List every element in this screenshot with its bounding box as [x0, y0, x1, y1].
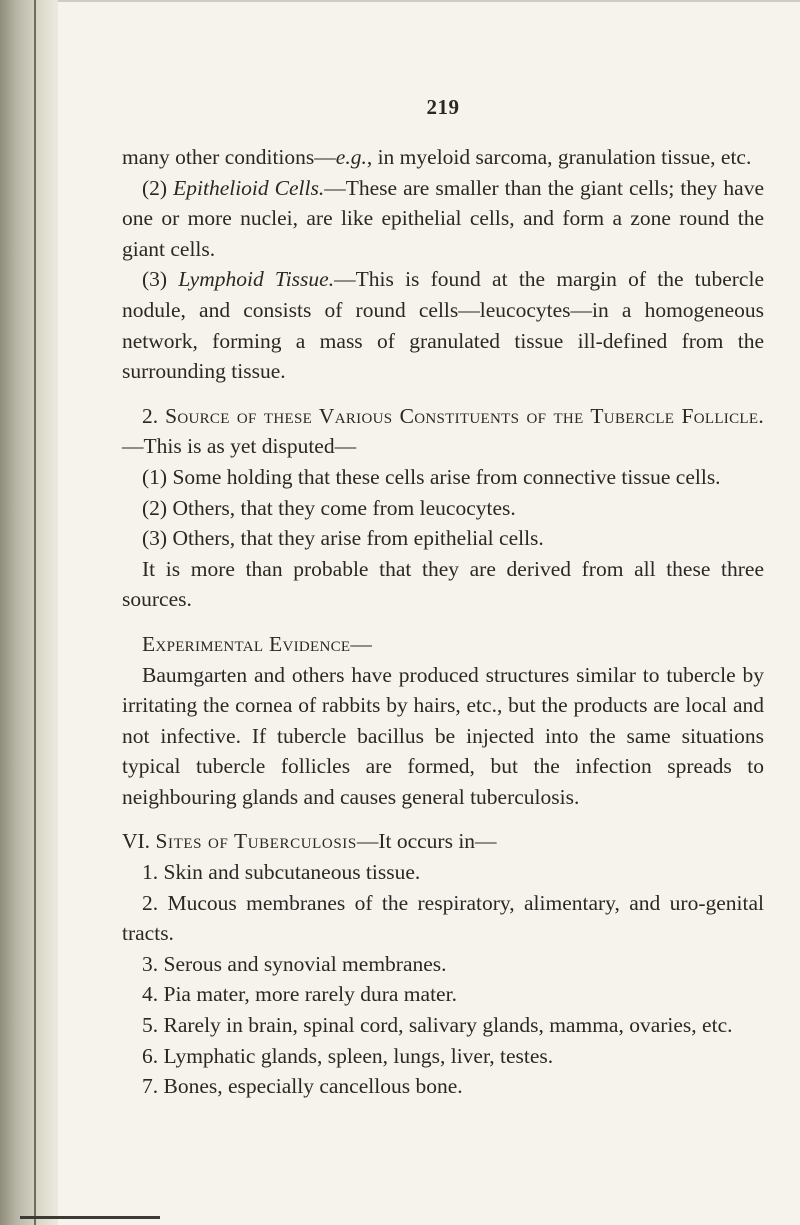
gutter-edge	[34, 0, 36, 1225]
experimental-heading	[122, 629, 764, 660]
experimental-paragraph: Baumgarten and others have produced structures similar to tubercle by irritating the cornea of rabbits by hairs, etc., but the products are local and not infective. If tubercle bacillus be injected into the same situations typical tubercle follicles are formed, but the infection spreads to neighbouring glands and causes general tuberculosis.	[122, 662, 764, 809]
site-text: Rarely in brain, spinal cord, salivary glands, mamma, ovaries, etc.	[163, 1013, 733, 1038]
page-content	[122, 92, 764, 1102]
site-num: 2.	[142, 890, 159, 915]
source-conclusion: It is more than probable that they are derived from all these three sources.	[122, 556, 764, 612]
item3-num: (3)	[142, 267, 168, 292]
source-paragraph	[122, 401, 764, 462]
site-item-7	[122, 1071, 764, 1102]
intro-dash: —	[314, 145, 336, 169]
item3-title: Lymphoid Tissue.	[178, 267, 335, 292]
site-text: Skin and subcutaneous tissue.	[163, 860, 421, 885]
section2-heading: Source of these Various Constituents of the Tubercle Follicle.	[165, 403, 764, 428]
item3-body: —This is found at the margin of the tubercle nodule, and consists of round cells—leucocytes—in a homogeneous network, forming a mass of granulated tissue ill-defined from the surrounding tissue.	[122, 267, 764, 384]
intro-text-b: , in myeloid sarcoma, granulation tissue, etc.	[366, 145, 752, 169]
site-num: 1.	[142, 860, 159, 885]
point-text: Others, that they arise from epithelial cells.	[172, 526, 544, 551]
site-text: Pia mater, more rarely dura mater.	[163, 982, 457, 1007]
section6-num: VI.	[122, 829, 151, 854]
intro-eg: e.g.	[335, 145, 367, 169]
point-text: Others, that they come from leucocytes.	[172, 495, 516, 520]
sites-heading	[122, 826, 764, 857]
page-number: 219	[426, 95, 460, 119]
section6-heading: Sites of Tuberculosis	[155, 829, 357, 854]
section2-num: 2.	[142, 403, 159, 428]
source-point-3	[122, 523, 764, 554]
site-num: 3.	[142, 951, 159, 976]
site-num: 6.	[142, 1043, 159, 1068]
lymphoid-paragraph	[122, 264, 764, 386]
page-top-edge	[58, 0, 800, 2]
item2-title: Epithelioid Cells.	[173, 175, 325, 200]
point-num: (3)	[142, 526, 168, 551]
site-item-4	[122, 979, 764, 1010]
site-item-3	[122, 949, 764, 980]
site-item-2	[122, 888, 764, 949]
item2-num: (2)	[142, 175, 168, 200]
source-point-1	[122, 462, 764, 493]
point-num: (2)	[142, 495, 168, 520]
book-gutter	[0, 0, 58, 1225]
epithelioid-paragraph	[122, 173, 764, 265]
item2-body: —These are smaller than the giant cells; they have one or more nuclei, are like epithelial cells, and form a zone round the giant cells.	[122, 175, 765, 261]
site-item-5	[122, 1010, 764, 1041]
intro-text-a: many other conditions	[122, 145, 315, 169]
site-item-1	[122, 857, 764, 888]
site-num: 4.	[142, 982, 159, 1007]
site-text: Lymphatic glands, spleen, lungs, liver, testes.	[163, 1043, 554, 1068]
site-num: 5.	[142, 1013, 159, 1038]
site-item-6	[122, 1041, 764, 1072]
section2-body: —This is as yet disputed—	[122, 434, 357, 459]
experimental-heading-text: Experimental Evidence—	[142, 631, 373, 656]
section6-tail: —It occurs in—	[356, 829, 497, 854]
site-text: Mucous membranes of the respiratory, alimentary, and uro-genital tracts.	[122, 890, 764, 946]
source-point-2	[122, 493, 764, 524]
page-bottom-edge	[20, 1216, 160, 1219]
point-text: Some holding that these cells arise from connective tissue cells.	[172, 464, 721, 489]
intro-paragraph	[122, 142, 764, 173]
site-num: 7.	[142, 1074, 159, 1099]
site-text: Serous and synovial membranes.	[163, 951, 447, 976]
point-num: (1)	[142, 464, 168, 489]
site-text: Bones, especially cancellous bone.	[163, 1074, 463, 1099]
